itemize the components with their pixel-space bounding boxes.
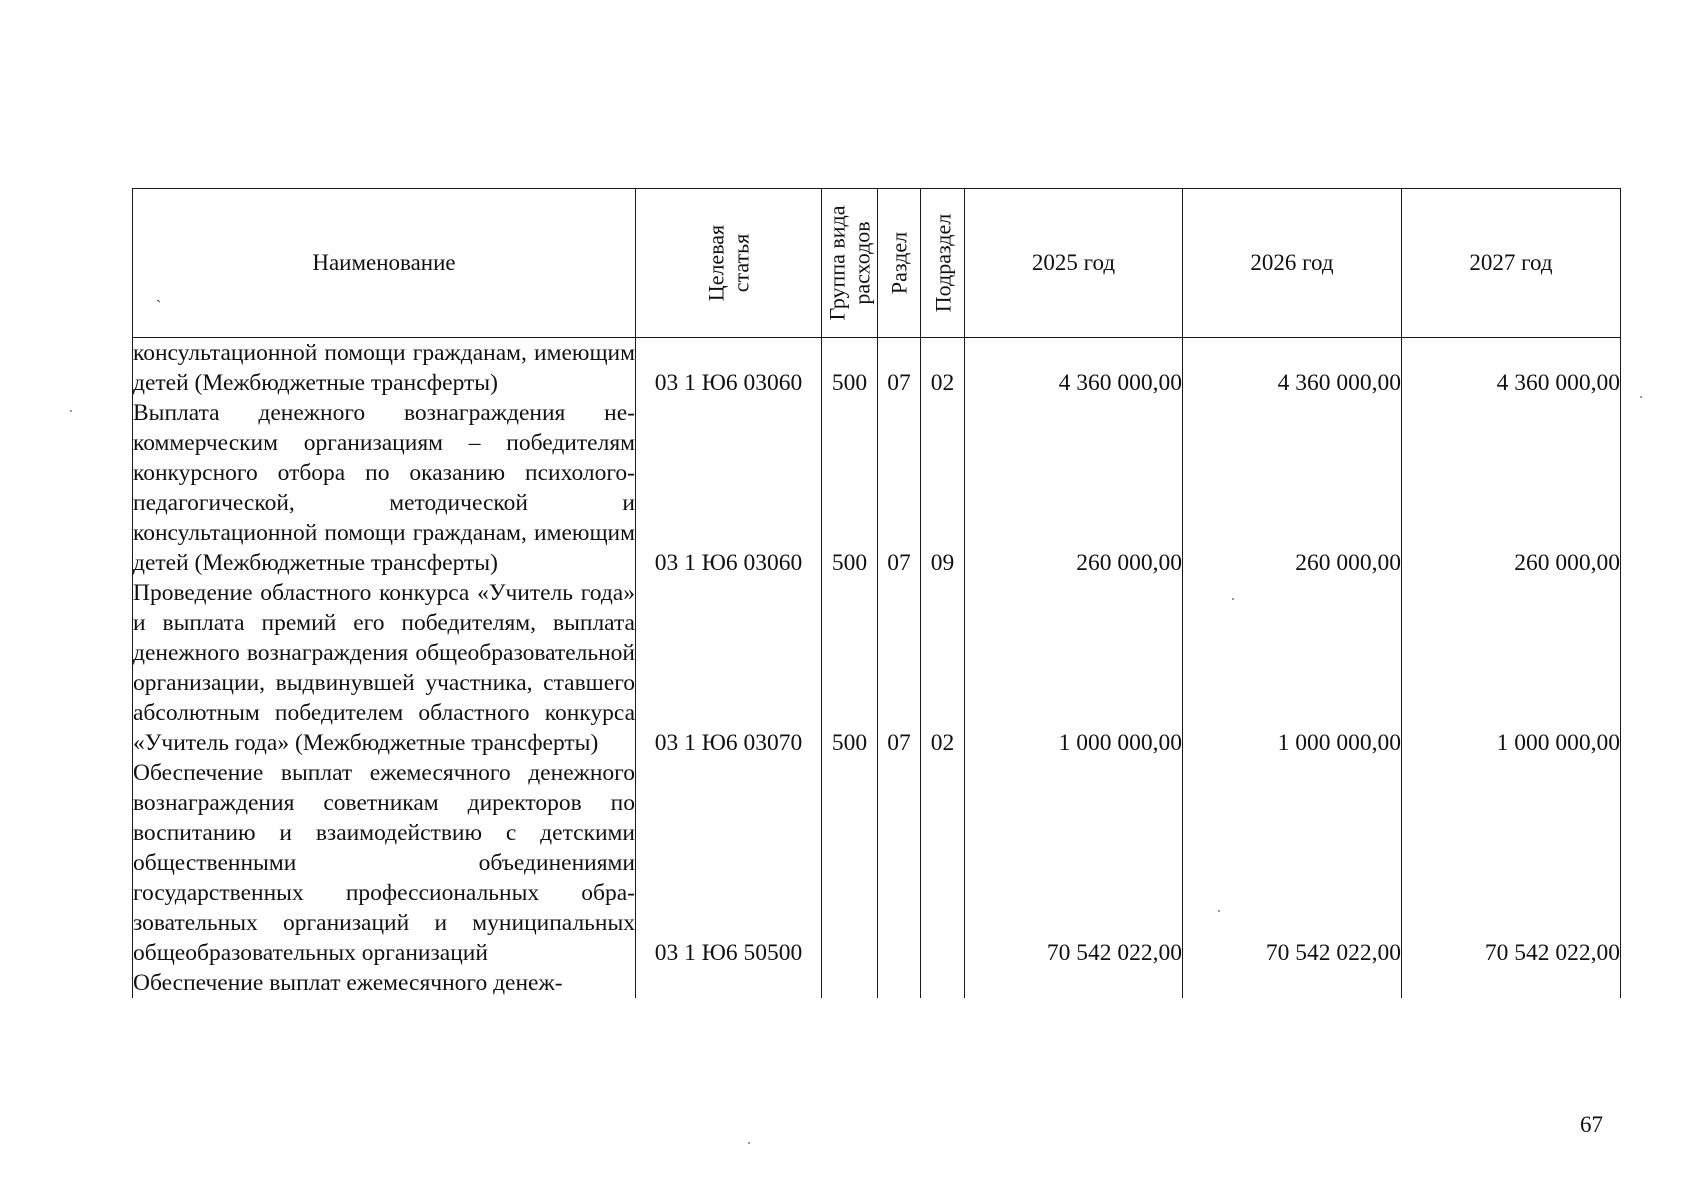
header-name: Наименование	[133, 189, 636, 338]
row-section	[878, 758, 921, 968]
header-subsection	[921, 189, 965, 338]
row-target-article: 03 1 Ю6 03060	[636, 338, 822, 399]
row-amount-2026: 4 360 000,00	[1183, 338, 1402, 399]
row-subsection	[921, 968, 965, 998]
scan-mark: `	[156, 298, 162, 315]
header-target-article-line2: статья	[728, 233, 754, 293]
header-section	[878, 189, 921, 338]
row-name-text: Выплата денежного вознаграждения некоммерческим организациям – победителям конкурсного отбора по оказанию психолого-педагогической, методической и консультационной помощи гражданам, имеющим детей (Межбюджетные трансферты)	[133, 400, 635, 576]
row-name	[133, 968, 636, 998]
header-year-2025: 2025 год	[965, 189, 1183, 338]
row-expense-group: 500	[822, 578, 878, 758]
row-target-article	[636, 968, 822, 998]
row-amount-2025: 70 542 022,00	[965, 758, 1183, 968]
table-row	[133, 338, 1621, 399]
header-year-2027: 2027 год	[1402, 189, 1621, 338]
table-row	[133, 758, 1621, 968]
row-target-article: 03 1 Ю6 03060	[636, 398, 822, 578]
row-section	[878, 968, 921, 998]
row-amount-2027: 70 542 022,00	[1402, 758, 1621, 968]
row-expense-group: 500	[822, 338, 878, 399]
header-subsection-text: Подраздел	[929, 213, 955, 313]
row-name-text: консультационной помощи гражданам, имеющим детей (Межбюджетные трансферты)	[133, 340, 635, 396]
page-number: 67	[1580, 1112, 1603, 1137]
row-amount-2025	[965, 968, 1183, 998]
scan-speck	[748, 1142, 750, 1144]
row-amount-2027: 4 360 000,00	[1402, 338, 1621, 399]
row-subsection: 02	[921, 578, 965, 758]
row-target-article: 03 1 Ю6 03070	[636, 578, 822, 758]
header-year-2026: 2026 год	[1183, 189, 1402, 338]
header-target-article	[636, 189, 822, 338]
row-expense-group	[822, 758, 878, 968]
row-amount-2026: 1 000 000,00	[1183, 578, 1402, 758]
header-target-article-line1: Целевая	[703, 224, 729, 302]
table-row	[133, 398, 1621, 578]
row-subsection: 02	[921, 338, 965, 399]
table-row	[133, 968, 1621, 998]
row-section: 07	[878, 398, 921, 578]
row-amount-2025: 4 360 000,00	[965, 338, 1183, 399]
row-name-text: Проведение областного конкурса «Учитель года» и выплата премий его победителям, выплата денежного вознаграждения общеобразовательной организации, выдвинувшей участника, ставшего абсолютным победителем областного конкурса «Учитель года» (Межбюджетные трансферты)	[133, 580, 635, 756]
row-amount-2026: 70 542 022,00	[1183, 758, 1402, 968]
row-amount-2027	[1402, 968, 1621, 998]
row-amount-2026: 260 000,00	[1183, 398, 1402, 578]
scan-speck	[1640, 396, 1642, 398]
scan-speck	[1218, 910, 1220, 912]
scan-speck	[1232, 598, 1234, 600]
budget-table	[132, 188, 1621, 998]
table-row	[133, 578, 1621, 758]
row-subsection: 09	[921, 398, 965, 578]
header-expense-group	[822, 189, 878, 338]
row-section: 07	[878, 578, 921, 758]
row-name-text: Обеспечение выплат ежемесячного денежного вознаграждения советникам директоров по воспитанию и взаимодействию с детскими общественными объединениями государственных профессиональных образовательных организаций и муниципальных общеобразовательных организаций	[133, 760, 635, 966]
header-section-text: Раздел	[886, 231, 912, 295]
row-amount-2026	[1183, 968, 1402, 998]
row-expense-group: 500	[822, 398, 878, 578]
row-subsection	[921, 758, 965, 968]
scan-speck	[70, 410, 72, 412]
row-name	[133, 338, 636, 399]
row-target-article: 03 1 Ю6 50500	[636, 758, 822, 968]
row-name	[133, 578, 636, 758]
header-expense-group-line1: Группа вида	[824, 205, 850, 321]
row-name-text: Обеспечение выплат ежемесячного денеж-	[133, 970, 563, 996]
row-amount-2027: 1 000 000,00	[1402, 578, 1621, 758]
row-name	[133, 398, 636, 578]
table-header-row	[133, 189, 1621, 338]
row-name	[133, 758, 636, 968]
row-section: 07	[878, 338, 921, 399]
row-amount-2025: 1 000 000,00	[965, 578, 1183, 758]
row-amount-2027: 260 000,00	[1402, 398, 1621, 578]
header-expense-group-line2: расходов	[849, 221, 875, 305]
row-amount-2025: 260 000,00	[965, 398, 1183, 578]
row-expense-group	[822, 968, 878, 998]
